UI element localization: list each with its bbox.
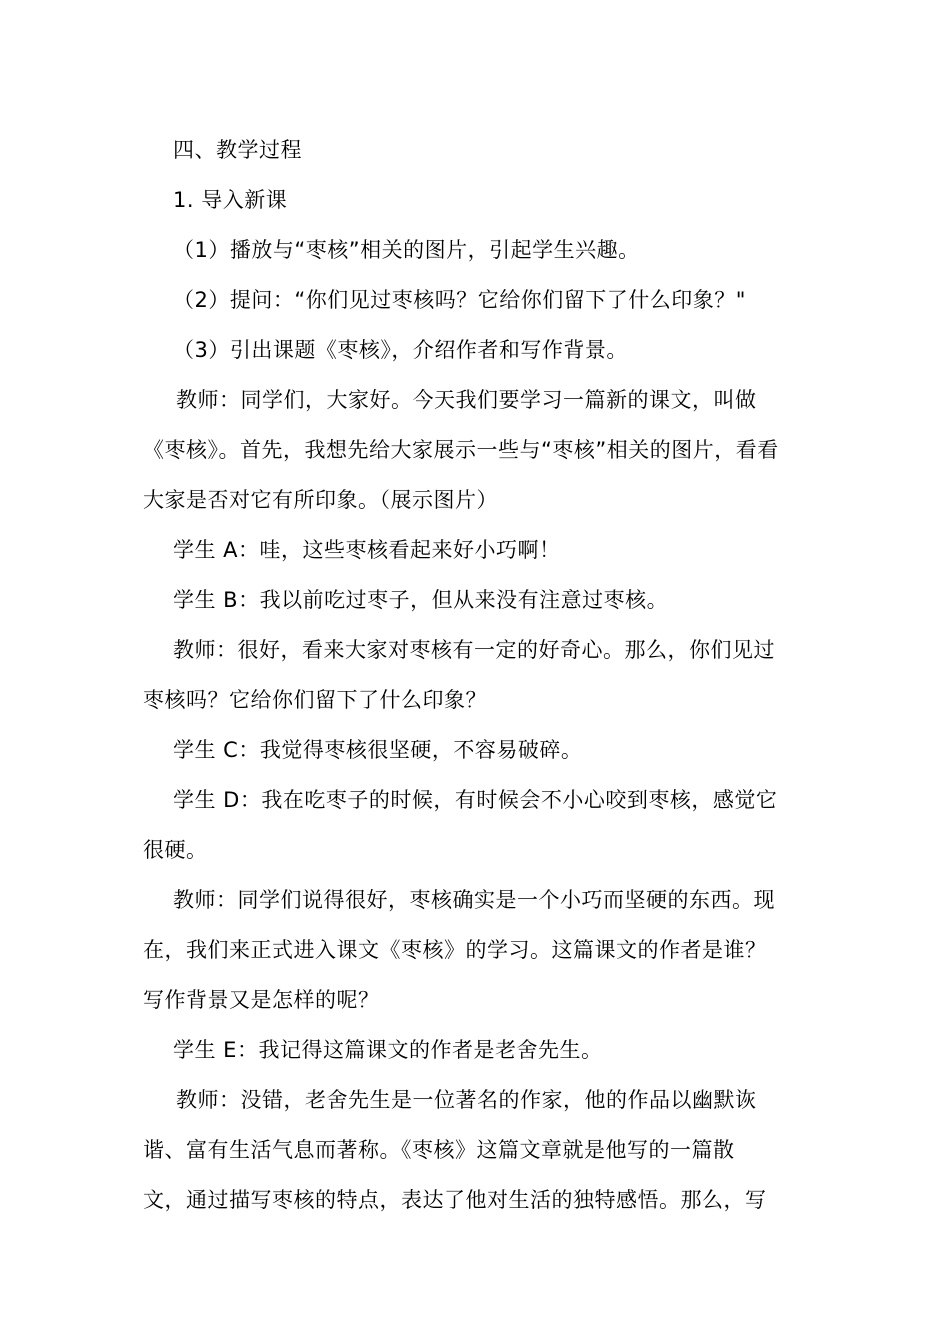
dialogue-line: 学生 E：我记得这篇课文的作者是老舍先生。 [173,1038,603,1062]
paragraph-line: 枣核吗？它给你们留下了什么印象？ [143,688,487,712]
step-item: （1）播放与“枣核”相关的图片，引起学生兴趣。 [173,238,640,262]
dialogue-line: 学生 A：哇，这些枣核看起来好小巧啊！ [173,538,561,562]
paragraph-line: 《枣核》。首先，我想先给大家展示一些与“枣核”相关的图片，看看 [143,438,779,462]
paragraph-line: 谐、富有生活气息而著称。《枣核》这篇文章就是他写的一篇散 [143,1138,735,1162]
step-item: （2）提问：“你们见过枣核吗？它给你们留下了什么印象？" [173,288,746,312]
dialogue-line: 学生 D：我在吃枣子的时候，有时候会不小心咬到枣核，感觉它 [173,788,778,812]
paragraph-line: 文，通过描写枣核的特点，表达了他对生活的独特感悟。那么，写 [143,1188,767,1212]
dialogue-line: 学生 C：我觉得枣核很坚硬，不容易破碎。 [173,738,583,762]
step-item: （3）引出课题《枣核》，介绍作者和写作背景。 [173,338,628,362]
dialogue-line: 学生 B：我以前吃过枣子，但从来没有注意过枣核。 [173,588,669,612]
paragraph-line: 在，我们来正式进入课文《枣核》的学习。这篇课文的作者是谁？ [143,938,767,962]
subsection-heading: 1. 导入新课 [173,188,288,212]
section-heading: 四、教学过程 [173,138,302,162]
paragraph-line: 教师：很好，看来大家对枣核有一定的好奇心。那么，你们见过 [173,638,775,662]
paragraph-line: 写作背景又是怎样的呢？ [143,988,380,1012]
paragraph-line: 教师：同学们，大家好。今天我们要学习一篇新的课文，叫做 [176,388,757,412]
paragraph-line: 很硬。 [143,838,208,862]
paragraph-line: 教师：同学们说得很好，枣核确实是一个小巧而坚硬的东西。现 [173,888,775,912]
paragraph-line: 教师：没错，老舍先生是一位著名的作家，他的作品以幽默诙 [176,1088,757,1112]
paragraph-line: 大家是否对它有所印象。（展示图片） [143,488,498,512]
